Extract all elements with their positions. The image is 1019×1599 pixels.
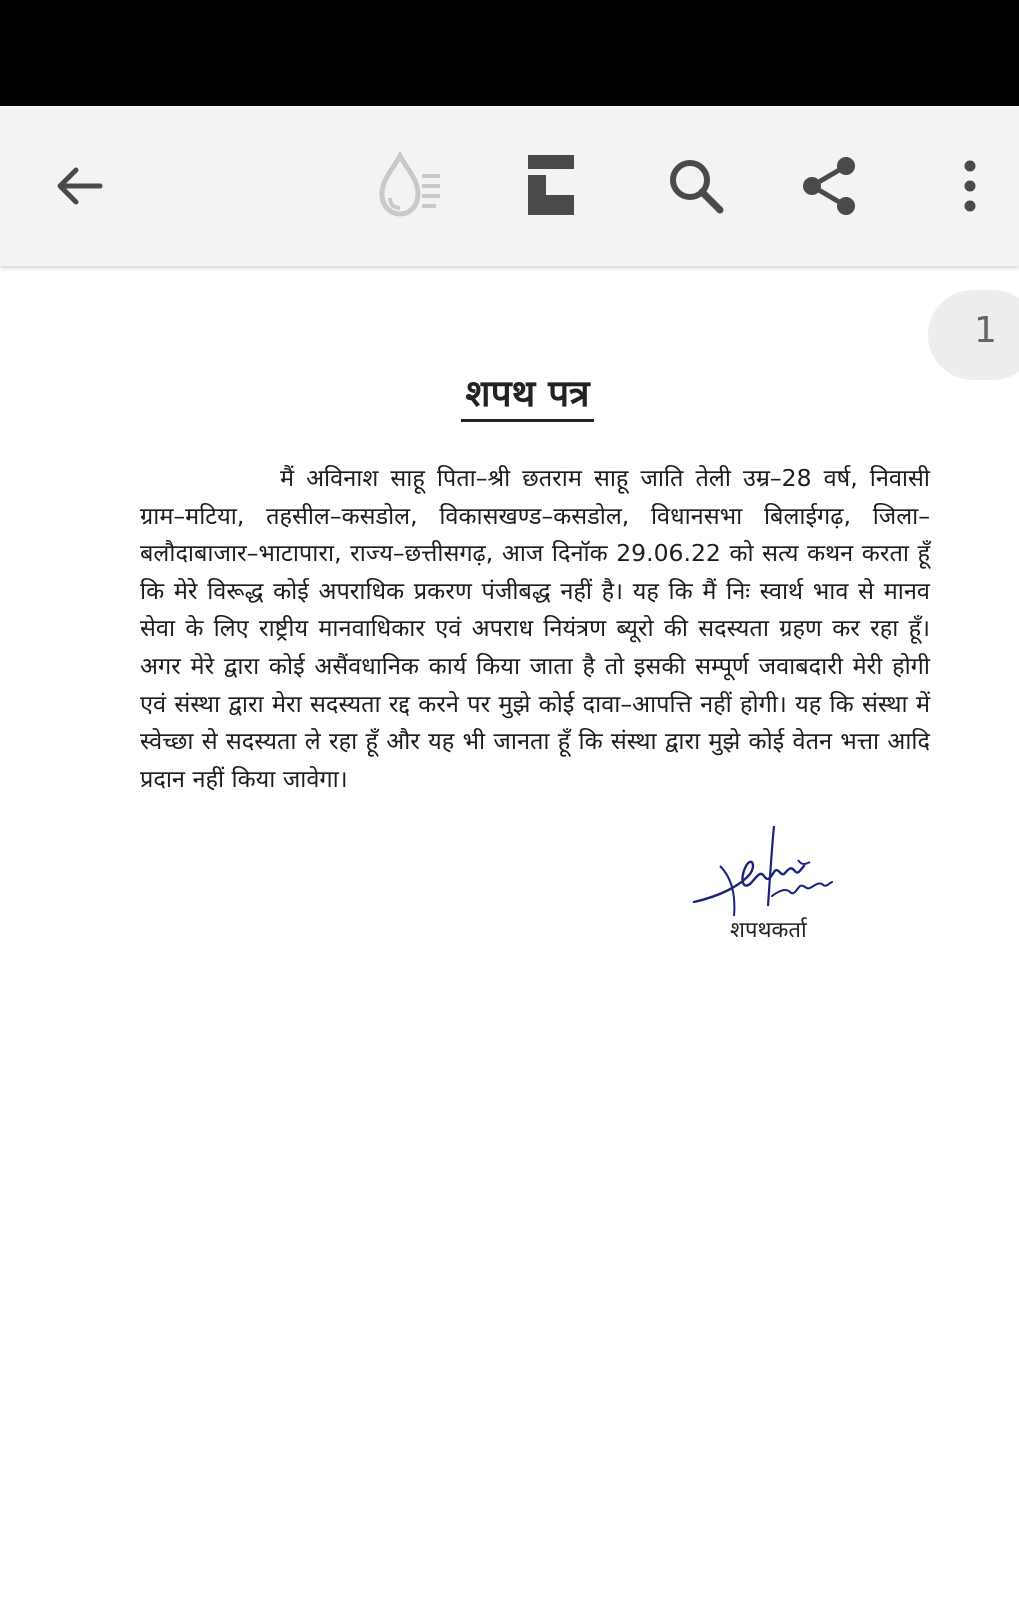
top-toolbar <box>0 106 1019 266</box>
more-options-button[interactable] <box>930 146 1010 226</box>
ink-reading-mode-icon <box>370 148 446 224</box>
back-button[interactable] <box>38 146 118 226</box>
document-title-text: शपथ पत्र <box>461 372 593 422</box>
more-options-icon <box>955 154 985 218</box>
signature-label: शपथकर्ता <box>730 918 807 943</box>
document-body <box>140 460 930 798</box>
search-button[interactable] <box>656 146 736 226</box>
back-arrow-icon <box>48 156 108 216</box>
page-layout-icon <box>522 151 582 221</box>
affidavit-paragraph: मैं अविनाश साहू पिता–श्री छतराम साहू जाति तेली उम्र–28 वर्ष, निवासी ग्राम–मटिया, तहसील–कसडोल, विकासखण्ड–कसडोल, विधानसभा बिलाईगढ़, जिला–बलौदाबाजार–भाटापारा, राज्य–छत्तीसगढ़, आज दिनॉक 29.06.22 को सत्य कथन करता हूँ कि मेरे विरूद्ध कोई अपराधिक प्रकरण पंजीबद्ध नहीं है। यह कि मैं निः स्वार्थ भाव से मानव सेवा के लिए राष्ट्रीय मानवाधिकार एवं अपराध नियंत्रण ब्यूरो की सदस्यता ग्रहण कर रहा हूँ। अगर मेरे द्वारा कोई असैंवधानिक कार्य किया जाता है तो इसकी सम्पूर्ण जवाबदारी मेरी होगी एवं संस्था द्वारा मेरा सदस्यता रद्द करने पर मुझे कोई दावा–आपत्ति नहीं होगी। यह कि संस्था में स्वेच्छा से सदस्यता ले रहा हूँ और यह भी जानता हूँ कि संस्था द्वारा मुझे कोई वेतन भत्ता आदि प्रदान नहीं किया जावेगा। <box>140 464 930 793</box>
document-title <box>0 366 1019 417</box>
handwritten-signature <box>690 826 860 926</box>
reading-mode-button[interactable] <box>368 146 448 226</box>
page-layout-button[interactable] <box>512 146 592 226</box>
share-icon <box>798 154 862 218</box>
page-number: 1 <box>974 310 997 351</box>
status-bar <box>0 0 1019 106</box>
share-button[interactable] <box>790 146 870 226</box>
search-icon <box>664 154 728 218</box>
